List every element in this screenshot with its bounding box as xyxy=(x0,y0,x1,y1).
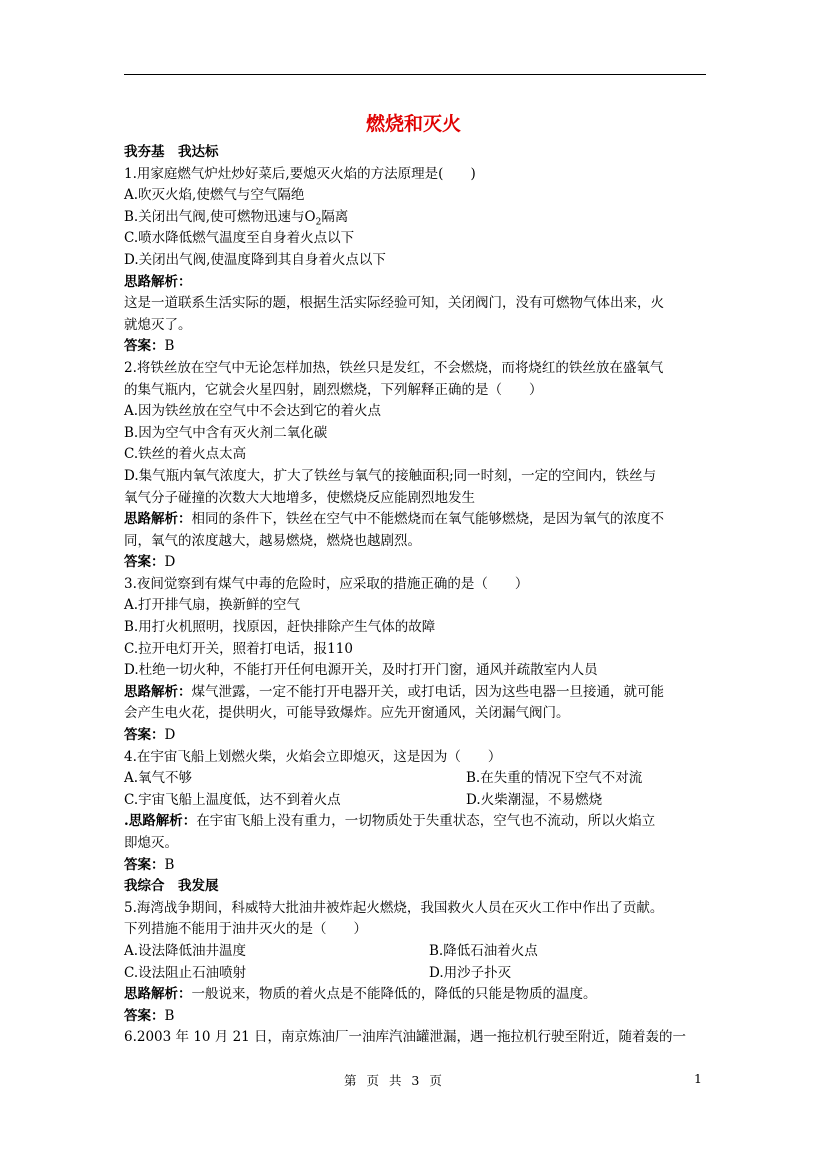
section-heading: 我夯基 我达标 xyxy=(124,144,219,160)
option-d: D.杜绝一切火种，不能打开任何电源开关，及时打开门窗，通风并疏散室内人员 xyxy=(124,662,598,679)
question-stem: 2.将铁丝放在空气中无论怎样加热，铁丝只是发红，不会燃烧，而将烧红的铁丝放在盛氧气 xyxy=(124,359,664,376)
option-c: C.拉开电灯开关，照着打电话，报110 xyxy=(124,640,353,657)
option-d: D.关闭出气阀,使温度降到其自身着火点以下 xyxy=(124,251,386,268)
option-c: C.铁丝的着火点太高 xyxy=(124,446,247,463)
analysis-label: 思路解析： xyxy=(124,273,192,290)
option-d: 氧气分子碰撞的次数大大地增多，使燃烧反应能剧烈地发生 xyxy=(124,489,475,506)
page-title: 燃烧和灭火 xyxy=(365,113,461,135)
answer-label: 答案： xyxy=(124,338,165,355)
answer-value: B xyxy=(164,1007,175,1024)
analysis-text: 在宇宙飞船上没有重力，一切物质处于失重状态，空气也不流动，所以火焰立 xyxy=(196,813,656,830)
option-b: B.降低石油着火点 xyxy=(429,942,538,959)
answer-label: 答案： xyxy=(124,727,165,744)
answer-line xyxy=(124,336,706,358)
analysis-text: 相同的条件下，铁丝在空气中不能燃烧而在氧气能够燃烧，是因为氧气的浓度不 xyxy=(191,511,664,528)
analysis-label: 思路解析： xyxy=(124,683,192,700)
option-a: A.设法降低油井温度 xyxy=(124,942,247,959)
answer-label: 答案： xyxy=(124,554,165,571)
analysis-label: 思路解析： xyxy=(124,986,192,1003)
option-a: A.吹灭火焰,使燃气与空气隔绝 xyxy=(124,187,305,204)
analysis-text: 就熄灭了。 xyxy=(124,316,192,333)
options-row xyxy=(124,768,706,790)
answer-label: 答案： xyxy=(124,1007,165,1024)
analysis-line xyxy=(124,984,706,1006)
question-stem: 5.海湾战争期间，科威特大批油井被炸起火燃烧，我国救火人员在灭火工作中作出了贡献。 xyxy=(124,899,664,916)
analysis-line xyxy=(124,811,706,833)
section-heading: 我综合 我发展 xyxy=(124,878,219,895)
analysis-line xyxy=(124,682,706,704)
analysis-text: 这是一道联系生活实际的题，根据生活实际经验可知，关闭阀门，没有可燃物气体出来，火 xyxy=(124,295,664,312)
answer-label: 答案： xyxy=(124,856,165,873)
option-b: B.在失重的情况下空气不对流 xyxy=(466,770,643,787)
option-b: B.因为空气中含有灭火剂二氧化碳 xyxy=(124,424,328,441)
option-d: D.集气瓶内氧气浓度大，扩大了铁丝与氧气的接触面积;同一时刻，一定的空间内，铁丝与 xyxy=(124,467,657,484)
options-row xyxy=(124,963,706,985)
option-c: C.宇宙飞船上温度低，达不到着火点 xyxy=(124,791,341,808)
document-body xyxy=(124,142,706,1049)
analysis-label: 思路解析： xyxy=(124,511,192,528)
analysis-line xyxy=(124,509,706,531)
answer-line xyxy=(124,855,706,877)
option-b: B.用打火机照明，找原因，赶快排除产生气体的故障 xyxy=(124,619,436,636)
analysis-label: .思路解析： xyxy=(124,813,197,830)
analysis-text: 煤气泄露，一定不能打开电器开关，或打电话，因为这些电器一旦接通，就可能 xyxy=(191,683,664,700)
option-a: A.打开排气扇，换新鲜的空气 xyxy=(124,597,301,614)
option-b-text-end: 隔离 xyxy=(321,208,349,225)
answer-value: D xyxy=(164,554,176,571)
option-b xyxy=(124,207,706,229)
question-stem: 的集气瓶内，它就会火星四射，剧烈燃烧，下列解释正确的是（ ） xyxy=(124,381,543,398)
option-a: A.因为铁丝放在空气中不会达到它的着火点 xyxy=(124,403,382,420)
page-number: 1 xyxy=(694,1071,702,1086)
question-stem: 1.用家庭燃气炉灶炒好菜后,要熄灭火焰的方法原理是( ) xyxy=(124,165,476,182)
option-c: C.喷水降低燃气温度至自身着火点以下 xyxy=(124,230,355,247)
page-count-text: 第 页 共 3 页 xyxy=(344,1073,445,1088)
answer-value: D xyxy=(164,727,176,744)
answer-line xyxy=(124,725,706,747)
answer-line xyxy=(124,1006,706,1028)
question-stem: 6.2003 年 10 月 21 日，南京炼油厂一油库汽油罐泄漏，遇一拖拉机行驶至附近，随着轰的一 xyxy=(124,1029,687,1046)
analysis-text: 一般说来，物质的着火点是不能降低的，降低的只能是物质的温度。 xyxy=(191,986,597,1003)
option-d: D.用沙子扑灭 xyxy=(429,964,512,981)
header-rule xyxy=(124,74,706,75)
answer-value: B xyxy=(164,856,175,873)
answer-value: B xyxy=(164,338,175,355)
answer-line xyxy=(124,552,706,574)
analysis-text: 即熄灭。 xyxy=(124,835,178,851)
option-b-text: B.关闭出气阀,使可燃物迅速与O xyxy=(124,208,316,225)
question-stem: 3.夜间觉察到有煤气中毒的危险时，应采取的措施正确的是（ ） xyxy=(124,575,529,592)
options-row xyxy=(124,790,706,812)
analysis-text: 会产生电火花，提供明火，可能导致爆炸。应先开窗通风，关闭漏气阀门。 xyxy=(124,705,570,722)
subscript: 2 xyxy=(315,217,322,228)
options-row xyxy=(124,941,706,963)
option-d: D.火柴潮湿，不易燃烧 xyxy=(466,791,603,808)
option-c: C.设法阻止石油喷射 xyxy=(124,964,247,981)
analysis-text: 同，氧气的浓度越大，越易燃烧，燃烧也越剧烈。 xyxy=(124,532,421,549)
question-stem: 下列措施不能用于油井灭火的是（ ） xyxy=(124,921,367,938)
option-a: A.氧气不够 xyxy=(124,770,193,787)
question-stem: 4.在宇宙飞船上划燃火柴，火焰会立即熄灭，这是因为（ ） xyxy=(124,748,502,765)
